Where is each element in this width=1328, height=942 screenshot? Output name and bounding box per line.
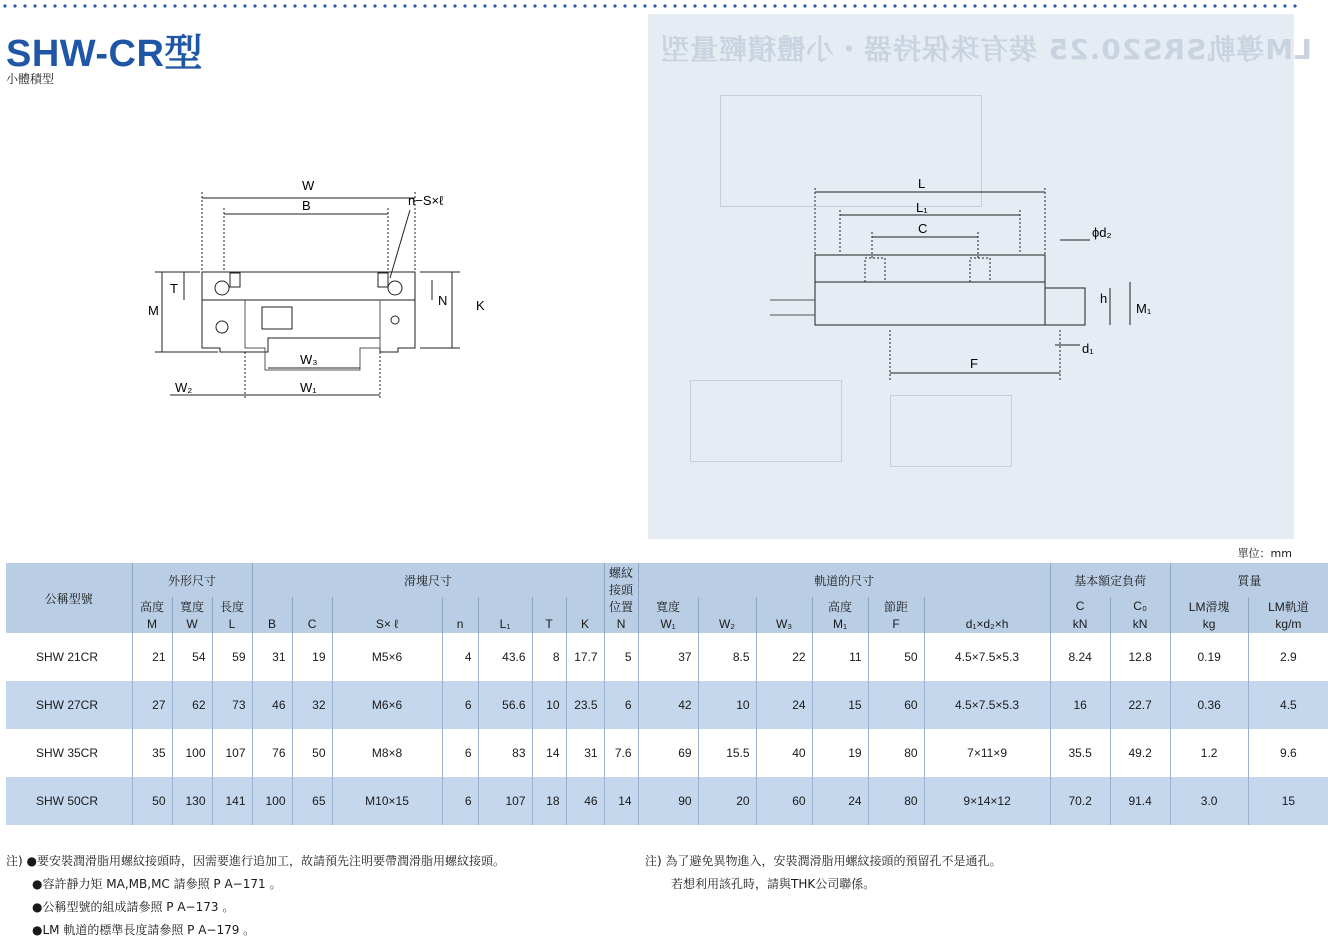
cell-m: 21 [132, 633, 172, 681]
cell-w3: 22 [756, 633, 812, 681]
cell-w1: 69 [638, 729, 698, 777]
cell-kgm: 15 [1248, 777, 1328, 825]
unit-label: 單位：mm [1237, 547, 1292, 560]
cell-k: 23.5 [566, 681, 604, 729]
cell-cd: 16 [1050, 681, 1110, 729]
cell-n: 6 [442, 729, 478, 777]
label-L1: L₁ [916, 200, 928, 215]
notes-right [645, 850, 1002, 896]
cell-w: 62 [172, 681, 212, 729]
col-K: K [566, 615, 604, 633]
col-height: 高度 [132, 597, 172, 615]
label-K: K [476, 298, 485, 313]
col-group-load: 基本額定負荷 [1050, 563, 1170, 597]
note-prefix: 注) [645, 854, 662, 868]
cell-f: 80 [868, 777, 924, 825]
cell-c: 19 [292, 633, 332, 681]
cell-b: 100 [252, 777, 292, 825]
cell-w1: 42 [638, 681, 698, 729]
cell-n: 6 [442, 681, 478, 729]
table-row [6, 633, 1328, 681]
cell-m1: 24 [812, 777, 868, 825]
col-d: d₁×d₂×h [924, 615, 1050, 633]
col-F: F [868, 615, 924, 633]
label-d1: d₁ [1082, 341, 1094, 356]
col-W1: W₁ [638, 615, 698, 633]
cell-n: 6 [442, 777, 478, 825]
label-T: T [170, 281, 178, 296]
cell-c: 50 [292, 729, 332, 777]
label-n-s-l: n−S×ℓ [408, 193, 444, 208]
note-item: ●公稱型號的組成請參照 P A−173 。 [32, 900, 235, 914]
cell-kgm: 2.9 [1248, 633, 1328, 681]
cell-w2: 20 [698, 777, 756, 825]
spec-table [6, 563, 1328, 825]
cross-section-drawing [140, 170, 510, 410]
col-pitch: 節距 [868, 597, 924, 615]
cell-k: 46 [566, 777, 604, 825]
cell-kgm: 4.5 [1248, 681, 1328, 729]
col-group-block: 滑塊尺寸 [252, 563, 604, 597]
col-L1: L₁ [478, 615, 532, 633]
note-prefix: 注) [6, 854, 23, 868]
col-T: T [532, 615, 566, 633]
cell-cd: 8.24 [1050, 633, 1110, 681]
cell-b: 31 [252, 633, 292, 681]
dotted-border [0, 0, 1300, 12]
note-item: 為了避免異物進入，安裝潤滑脂用螺紋接頭的預留孔不是通孔。 [665, 854, 1002, 868]
col-n: n [442, 615, 478, 633]
label-B: B [302, 198, 311, 213]
cell-kgm: 9.6 [1248, 729, 1328, 777]
cell-l1: 107 [478, 777, 532, 825]
col-M: M [132, 615, 172, 633]
col-kg: kg [1170, 615, 1248, 633]
cell-l: 141 [212, 777, 252, 825]
side-view-drawing [770, 170, 1170, 400]
cell-c: 65 [292, 777, 332, 825]
cell-l1: 43.6 [478, 633, 532, 681]
cell-k: 31 [566, 729, 604, 777]
cell-c0: 12.8 [1110, 633, 1170, 681]
cell-kg: 0.19 [1170, 633, 1248, 681]
cell-l: 73 [212, 681, 252, 729]
cell-n: 6 [604, 681, 638, 729]
col-group-mass: 質量 [1170, 563, 1328, 597]
table-row [6, 729, 1328, 777]
page-title: SHW-CR型 [6, 33, 203, 75]
col-W2: W₂ [698, 615, 756, 633]
cell-d: 9×14×12 [924, 777, 1050, 825]
col-B: B [252, 615, 292, 633]
cell-f: 80 [868, 729, 924, 777]
cell-w1: 37 [638, 633, 698, 681]
cell-sxl: M10×15 [332, 777, 442, 825]
cell-sxl: M8×8 [332, 729, 442, 777]
note-item: 若想利用該孔時，請與THK公司聯係。 [671, 877, 876, 891]
cell-t: 8 [532, 633, 566, 681]
label-M1: M₁ [1136, 301, 1152, 316]
cell-w3: 40 [756, 729, 812, 777]
col-kgm: kg/m [1248, 615, 1328, 633]
cell-w2: 15.5 [698, 729, 756, 777]
cell-f: 50 [868, 633, 924, 681]
label-W1: W₁ [300, 380, 317, 395]
cell-c: 32 [292, 681, 332, 729]
ghost-title: LM導軌SRS20.25 裝有珠保持器・小體積輕量型 [660, 33, 1312, 66]
cell-w3: 24 [756, 681, 812, 729]
cell-l: 107 [212, 729, 252, 777]
cell-m: 50 [132, 777, 172, 825]
cell-model: SHW 21CR [6, 633, 132, 681]
col-W3: W₃ [756, 615, 812, 633]
col-kN: kN [1110, 615, 1170, 633]
label-W2: W₂ [175, 380, 193, 395]
label-L: L [918, 176, 926, 191]
cell-b: 76 [252, 729, 292, 777]
col-SxL: S× ℓ [332, 615, 442, 633]
cell-w: 130 [172, 777, 212, 825]
cell-c0: 22.7 [1110, 681, 1170, 729]
cell-m1: 15 [812, 681, 868, 729]
col-rail-width: 寬度 [638, 597, 698, 615]
cell-n: 14 [604, 777, 638, 825]
col-group-grease: 螺紋接頭位置 [604, 563, 638, 615]
cell-n: 5 [604, 633, 638, 681]
cell-m: 27 [132, 681, 172, 729]
cell-d: 4.5×7.5×5.3 [924, 633, 1050, 681]
cell-t: 10 [532, 681, 566, 729]
cell-k: 17.7 [566, 633, 604, 681]
cell-l1: 83 [478, 729, 532, 777]
col-lm-rail: LM軌道 [1248, 597, 1328, 615]
col-c0: C₀ [1110, 597, 1170, 615]
note-item: ●要安裝潤滑脂用螺紋接頭時，因需要進行追加工，故請預先注明要帶潤滑脂用螺紋接頭。 [26, 854, 505, 868]
cell-c0: 49.2 [1110, 729, 1170, 777]
col-group-outer: 外形尺寸 [132, 563, 252, 597]
label-h: h [1100, 291, 1108, 306]
cell-kg: 0.36 [1170, 681, 1248, 729]
label-C: C [918, 221, 928, 236]
cell-model: SHW 50CR [6, 777, 132, 825]
cell-t: 18 [532, 777, 566, 825]
cell-w: 100 [172, 729, 212, 777]
label-M: M [148, 303, 159, 318]
cell-w2: 10 [698, 681, 756, 729]
col-group-rail: 軌道的尺寸 [638, 563, 1050, 597]
col-L: L [212, 615, 252, 633]
col-length: 長度 [212, 597, 252, 615]
col-C: C [292, 615, 332, 633]
cell-n: 4 [442, 633, 478, 681]
cell-w3: 60 [756, 777, 812, 825]
col-cd: C [1050, 597, 1110, 615]
cell-l: 59 [212, 633, 252, 681]
cell-b: 46 [252, 681, 292, 729]
cell-w1: 90 [638, 777, 698, 825]
label-phi-d2: ϕd₂ [1092, 225, 1112, 240]
col-width: 寬度 [172, 597, 212, 615]
cell-model: SHW 27CR [6, 681, 132, 729]
cell-n: 7.6 [604, 729, 638, 777]
cell-w: 54 [172, 633, 212, 681]
col-kN: kN [1050, 615, 1110, 633]
cell-d: 7×11×9 [924, 729, 1050, 777]
col-W: W [172, 615, 212, 633]
col-M1: M₁ [812, 615, 868, 633]
cell-cd: 35.5 [1050, 729, 1110, 777]
cell-m: 35 [132, 729, 172, 777]
note-item: ●容許靜力矩 MA,MB,MC 請參照 P A−171 。 [32, 877, 282, 891]
label-N: N [438, 293, 448, 308]
cell-m1: 19 [812, 729, 868, 777]
ghost-figure [890, 395, 1012, 467]
cell-sxl: M6×6 [332, 681, 442, 729]
note-item: ●LM 軌道的標準長度請參照 P A−179 。 [32, 923, 256, 937]
cell-l1: 56.6 [478, 681, 532, 729]
cell-cd: 70.2 [1050, 777, 1110, 825]
cell-t: 14 [532, 729, 566, 777]
col-lm-block: LM滑塊 [1170, 597, 1248, 615]
label-W3: W₃ [300, 352, 318, 367]
cell-m1: 11 [812, 633, 868, 681]
cell-kg: 3.0 [1170, 777, 1248, 825]
notes-left [6, 850, 505, 942]
cell-kg: 1.2 [1170, 729, 1248, 777]
cell-c0: 91.4 [1110, 777, 1170, 825]
table-row [6, 777, 1328, 825]
cell-sxl: M5×6 [332, 633, 442, 681]
table-row [6, 681, 1328, 729]
cell-f: 60 [868, 681, 924, 729]
col-rail-height: 高度 [812, 597, 868, 615]
col-model: 公稱型號 [6, 563, 132, 633]
col-N: N [604, 615, 638, 633]
label-W: W [302, 178, 315, 193]
cell-d: 4.5×7.5×5.3 [924, 681, 1050, 729]
page-subtitle: 小體積型 [6, 72, 55, 86]
cell-model: SHW 35CR [6, 729, 132, 777]
cell-w2: 8.5 [698, 633, 756, 681]
label-F: F [970, 356, 978, 371]
